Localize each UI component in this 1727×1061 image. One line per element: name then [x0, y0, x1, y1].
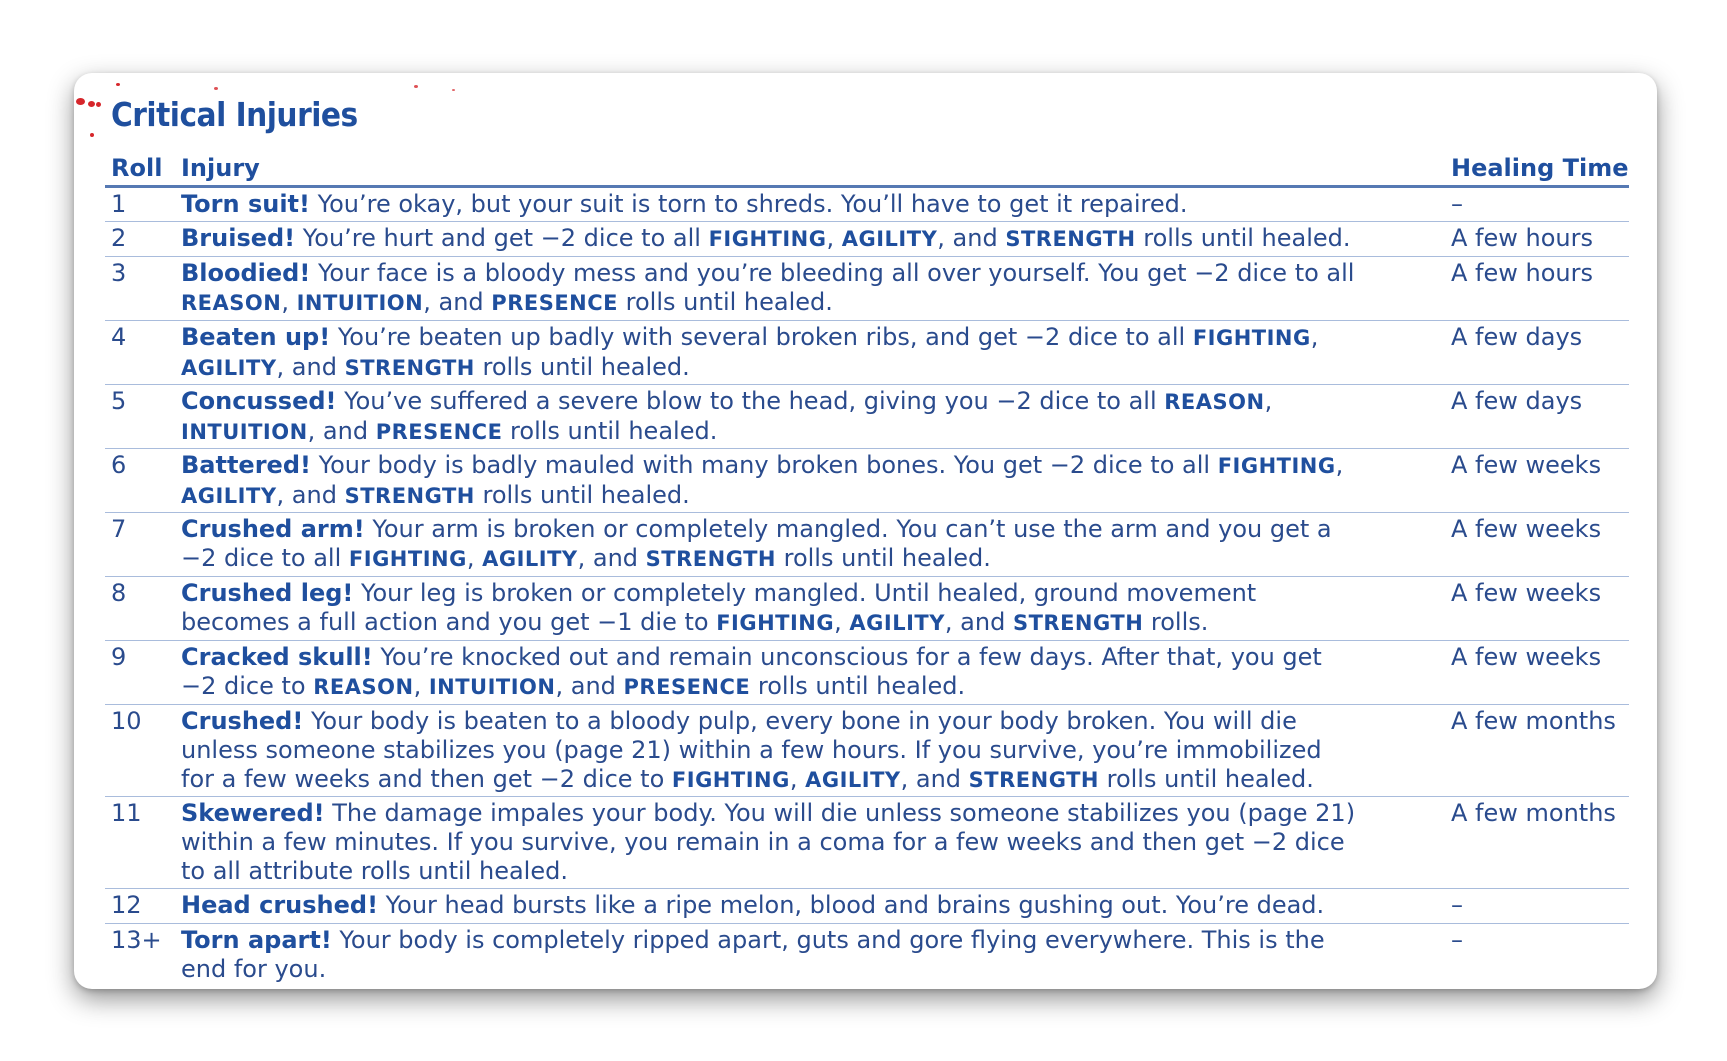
critical-injuries-card: [74, 73, 1657, 989]
injury-description: [181, 259, 1361, 318]
attribute-name: AGILITY: [482, 547, 578, 571]
roll-value: 4: [111, 323, 127, 351]
injury-name: Battered!: [181, 451, 311, 479]
description-text: ,: [789, 765, 806, 793]
column-header-injury: Injury: [181, 154, 260, 182]
table-row: [105, 577, 1629, 641]
attribute-name: STRENGTH: [968, 768, 1099, 792]
healing-time-value: A few days: [1451, 323, 1583, 351]
injury-description: [181, 387, 1361, 447]
description-text: Your arm is broken or completely mangled. You can’t use the arm and you get a −2 dice to all: [181, 515, 1332, 572]
description-text: ,: [834, 608, 850, 636]
blood-splatter: [452, 89, 455, 91]
injury-name: Bruised!: [181, 224, 296, 252]
table-row: [105, 385, 1629, 449]
attribute-name: FIGHTING: [348, 547, 467, 571]
attribute-name: REASON: [181, 291, 282, 315]
table-row: [105, 705, 1629, 797]
description-text: Your body is beaten to a bloody pulp, every bone in your body broken. You will die unless someone stabilizes you (page 21) within a few hours. If you survive, you’re immobilized for a few weeks and then get −2 dice to: [181, 707, 1322, 793]
blood-splatter: [214, 87, 218, 90]
injury-description: [181, 190, 1361, 219]
description-text: ,: [826, 224, 842, 252]
healing-time-value: A few months: [1451, 799, 1616, 827]
table-row: [105, 449, 1629, 513]
roll-value: 7: [111, 515, 127, 543]
description-text: Your head bursts like a ripe melon, blood and brains gushing out. You’re dead.: [385, 891, 1325, 919]
description-text: rolls until healed.: [1135, 224, 1351, 252]
description-text: Your body is completely ripped apart, guts and gore flying everywhere. This is the end for you.: [181, 926, 1325, 983]
description-text: , and: [937, 224, 1006, 252]
injury-description: [181, 926, 1361, 984]
description-text: , and: [276, 353, 345, 381]
injury-name: Torn suit!: [181, 190, 310, 218]
healing-time-value: A few weeks: [1451, 579, 1602, 607]
injury-description: [181, 799, 1361, 886]
description-text: ,: [413, 672, 429, 700]
injury-table: [105, 188, 1629, 983]
roll-value: 12: [111, 891, 142, 919]
description-text: The damage impales your body. You will die unless someone stabilizes you (page 21) within a few minutes. If you survive, you remain in a coma for a few weeks and then get −2 dice to all attribute rolls until healed.: [181, 799, 1356, 885]
blood-splatter: [414, 85, 418, 88]
healing-time-value: A few months: [1451, 707, 1616, 735]
attribute-name: PRESENCE: [375, 420, 503, 444]
description-text: You’ve suffered a severe blow to the head, giving you −2 dice to all: [344, 387, 1165, 415]
attribute-name: FIGHTING: [708, 227, 827, 251]
roll-value: 8: [111, 579, 127, 607]
attribute-name: PRESENCE: [491, 291, 619, 315]
injury-description: [181, 643, 1361, 702]
table-row: [105, 222, 1629, 257]
roll-value: 11: [111, 799, 142, 827]
attribute-name: AGILITY: [849, 611, 945, 635]
injury-name: Crushed!: [181, 707, 304, 735]
injury-description: [181, 451, 1361, 511]
table-row: [105, 188, 1629, 222]
description-text: rolls until healed.: [775, 544, 991, 572]
description-text: rolls until healed.: [618, 288, 833, 316]
attribute-name: FIGHTING: [1217, 454, 1336, 478]
injury-name: Crushed arm!: [181, 515, 365, 543]
description-text: Your leg is broken or completely mangled. Until healed, ground movement becomes a full action and you get −1 die to: [181, 579, 1257, 636]
attribute-name: INTUITION: [181, 420, 308, 444]
attribute-name: FIGHTING: [671, 768, 790, 792]
attribute-name: REASON: [313, 675, 414, 699]
table-row: [105, 513, 1629, 577]
blood-splatter: [116, 83, 120, 86]
attribute-name: AGILITY: [805, 768, 901, 792]
description-text: rolls.: [1143, 608, 1209, 636]
healing-time-value: A few weeks: [1451, 451, 1602, 479]
description-text: You’re knocked out and remain unconscious for a few days. After that, you get −2 dice to: [181, 643, 1322, 700]
injury-name: Concussed!: [181, 387, 337, 415]
description-text: , and: [276, 481, 345, 509]
healing-time-value: A few days: [1451, 387, 1583, 415]
description-text: ,: [1264, 387, 1273, 415]
roll-value: 2: [111, 224, 127, 252]
table-row: [105, 321, 1629, 385]
description-text: , and: [307, 417, 376, 445]
healing-time-value: A few hours: [1451, 259, 1593, 287]
description-text: , and: [577, 544, 646, 572]
description-text: rolls until healed.: [474, 353, 690, 381]
attribute-name: PRESENCE: [623, 675, 751, 699]
description-text: , and: [555, 672, 624, 700]
injury-description: [181, 515, 1361, 574]
attribute-name: INTUITION: [296, 291, 424, 315]
description-text: rolls until healed.: [474, 481, 690, 509]
injury-description: [181, 224, 1361, 254]
description-text: rolls until healed.: [750, 672, 966, 700]
table-row: [105, 257, 1629, 321]
blood-splatter: [96, 102, 101, 107]
attribute-name: STRENGTH: [1005, 227, 1136, 251]
healing-time-value: –: [1451, 190, 1463, 218]
description-text: ,: [1335, 451, 1344, 479]
description-text: Your body is badly mauled with many broken bones. You get −2 dice to all: [318, 451, 1218, 479]
blood-splatter: [90, 133, 94, 137]
blood-splatter: [76, 98, 85, 105]
description-text: ,: [466, 544, 483, 572]
attribute-name: FIGHTING: [1192, 326, 1311, 350]
description-text: ,: [1310, 323, 1319, 351]
healing-time-value: A few weeks: [1451, 515, 1602, 543]
attribute-name: STRENGTH: [344, 356, 475, 380]
injury-name: Bloodied!: [181, 259, 311, 287]
attribute-name: STRENGTH: [344, 484, 475, 508]
injury-name: Cracked skull!: [181, 643, 373, 671]
roll-value: 3: [111, 259, 127, 287]
description-text: You’re okay, but your suit is torn to shreds. You’ll have to get it repaired.: [317, 190, 1188, 218]
description-text: rolls until healed.: [1098, 765, 1314, 793]
column-header-roll: Roll: [111, 154, 163, 182]
injury-description: [181, 707, 1361, 795]
description-text: , and: [944, 608, 1013, 636]
table-row: [105, 797, 1629, 889]
roll-value: 6: [111, 451, 127, 479]
description-text: You’re hurt and get −2 dice to all: [302, 224, 709, 252]
table-row: [105, 641, 1629, 705]
attribute-name: AGILITY: [841, 227, 938, 251]
healing-time-value: –: [1451, 926, 1463, 954]
healing-time-value: –: [1451, 891, 1463, 919]
column-header-healing-time: Healing Time: [1451, 154, 1629, 182]
description-text: rolls until healed.: [502, 417, 718, 445]
roll-value: 10: [111, 707, 142, 735]
injury-name: Torn apart!: [181, 926, 332, 954]
roll-value: 9: [111, 643, 127, 671]
attribute-name: STRENGTH: [645, 547, 776, 571]
attribute-name: AGILITY: [181, 356, 277, 380]
injury-description: [181, 579, 1361, 638]
attribute-name: STRENGTH: [1012, 611, 1144, 635]
description-text: You’re beaten up badly with several broken ribs, and get −2 dice to all: [337, 323, 1193, 351]
description-text: , and: [900, 765, 969, 793]
attribute-name: REASON: [1164, 390, 1265, 414]
injury-description: [181, 891, 1361, 920]
roll-value: 1: [111, 190, 127, 218]
blood-splatter: [88, 101, 95, 107]
attribute-name: INTUITION: [428, 675, 556, 699]
roll-value: 13+: [111, 926, 162, 954]
injury-name: Beaten up!: [181, 323, 331, 351]
attribute-name: FIGHTING: [716, 611, 835, 635]
table-row: [105, 889, 1629, 924]
table-row: [105, 924, 1629, 983]
roll-value: 5: [111, 387, 127, 415]
description-text: ,: [281, 288, 297, 316]
injury-name: Head crushed!: [181, 891, 379, 919]
description-text: Your face is a bloody mess and you’re bleeding all over yourself. You get −2 dice to all: [317, 259, 1355, 287]
attribute-name: AGILITY: [181, 484, 277, 508]
page-title: Critical Injuries: [111, 95, 358, 134]
healing-time-value: A few weeks: [1451, 643, 1602, 671]
injury-name: Crushed leg!: [181, 579, 354, 607]
injury-description: [181, 323, 1361, 383]
healing-time-value: A few hours: [1451, 224, 1593, 252]
description-text: , and: [423, 288, 492, 316]
injury-name: Skewered!: [181, 799, 325, 827]
